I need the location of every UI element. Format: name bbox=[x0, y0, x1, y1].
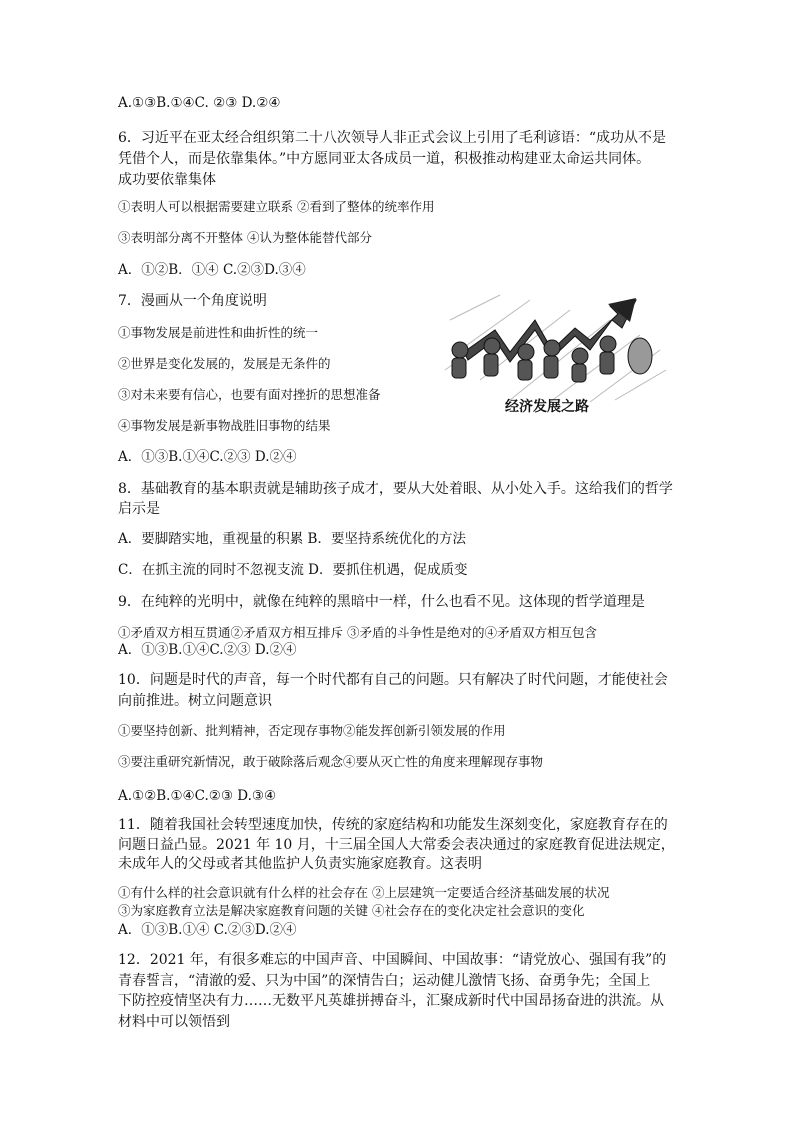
q5-options: A.①③B.①④C. ②③ D.②④ bbox=[118, 95, 281, 111]
q12-stem-line2: 青春誓言，“清澈的爱、只为中国”的深情告白；运动健儿激情飞扬、奋勇争先；全国上 bbox=[118, 973, 651, 989]
q7-choice-3: ③对未来要有信心，也要有面对挫折的思想准备 bbox=[118, 387, 381, 402]
q11-choices-2: ③为家庭教育立法是解决家庭教育问题的关键 ④社会存在的变化决定社会意识的变化 bbox=[118, 903, 585, 918]
q10-choices-2: ③要注重研究新情况，敢于破除落后观念④要从灭亡性的角度来理解现存事物 bbox=[118, 754, 544, 769]
q7-choice-1: ①事物发展是前进性和曲折性的统一 bbox=[118, 325, 319, 340]
q8-stem-line2: 启示是 bbox=[118, 501, 160, 517]
q7-stem: 7．漫画从一个角度说明 bbox=[118, 293, 267, 309]
q11-stem-line1: 11．随着我国社会转型速度加快，传统的家庭结构和功能发生深刻变化，家庭教育存在的 bbox=[118, 817, 668, 833]
q11-choices-1: ①有什么样的社会意识就有什么样的社会存在 ②上层建筑一定要适合经济基础发展的状况 bbox=[118, 885, 610, 900]
q7-choice-4: ④事物发展是新事物战胜旧事物的结果 bbox=[118, 418, 331, 433]
q7-choice-2: ②世界是变化发展的，发展是无条件的 bbox=[118, 356, 331, 371]
q12-stem-line3: 下防控疫情坚决有力……无数平凡英雄拼搏奋斗，汇聚成新时代中国昂扬奋进的洪流。从 bbox=[118, 993, 664, 1009]
economic-development-cartoon bbox=[440, 290, 668, 422]
q7-options: A．①③B.①④C.②③ D.②④ bbox=[118, 449, 297, 465]
q8-options-1: A．要脚踏实地，重视量的积累 B．要坚持系统优化的方法 bbox=[118, 531, 466, 547]
q12-stem-line4: 材料中可以领悟到 bbox=[118, 1014, 230, 1030]
q11-stem-line3: 未成年人的父母或者其他监护人负责实施家庭教育。这表明 bbox=[118, 856, 482, 872]
q9-choices: ①矛盾双方相互贯通②矛盾双方相互排斥 ③矛盾的斗争性是绝对的④矛盾双方相互包含 bbox=[118, 625, 597, 640]
q6-options: A．①②B．①④ C.②③D.③④ bbox=[118, 262, 306, 278]
q9-options: A．①③B.①④C.②③ D.②④ bbox=[118, 642, 297, 658]
q8-stem-line1: 8．基础教育的基本职责就是辅助孩子成才，要从大处着眼、从小处入手。这给我们的哲学 bbox=[118, 481, 673, 497]
q9-stem: 9．在纯粹的光明中，就像在纯粹的黑暗中一样，什么也看不见。这体现的哲学道理是 bbox=[118, 594, 645, 610]
q8-options-2: C．在抓主流的同时不忽视支流 D．要抓住机遇，促成质变 bbox=[118, 562, 468, 578]
q6-stem-line2: 凭借个人，而是依靠集体。”中方愿同亚太各成员一道，积极推动构建亚太命运共同体。 bbox=[118, 151, 651, 167]
q6-stem-line3: 成功要依靠集体 bbox=[118, 172, 216, 188]
q10-stem-line2: 向前推进。树立问题意识 bbox=[118, 693, 272, 709]
q6-stem-line1: 6．习近平在亚太经合组织第二十八次领导人非正式会议上引用了毛利谚语：“成功从不是 bbox=[118, 130, 667, 146]
q6-choices-1: ①表明人可以根据需要建立联系 ②看到了整体的统率作用 bbox=[118, 199, 435, 214]
q10-options: A.①②B.①④C.②③ D.③④ bbox=[118, 788, 277, 804]
q11-stem-line2: 问题日益凸显。2021 年 10 月，十三届全国人大常委会表决通过的家庭教育促进法规定， bbox=[118, 837, 675, 853]
q10-choices-1: ①要坚持创新、批判精神，否定现存事物②能发挥创新引领发展的作用 bbox=[118, 723, 506, 738]
cartoon-caption: 经济发展之路 bbox=[505, 399, 589, 415]
q11-options: A．①③B.①④ C.②③D.②④ bbox=[118, 922, 297, 938]
q12-stem-line1: 12．2021 年，有很多难忘的中国声音、中国瞬间、中国故事：“请党放心、强国有我”的 bbox=[118, 952, 667, 968]
q6-choices-2: ③表明部分离不开整体 ④认为整体能替代部分 bbox=[118, 230, 372, 245]
q10-stem-line1: 10．问题是时代的声音，每一个时代都有自己的问题。只有解决了时代问题，才能使社会 bbox=[118, 672, 668, 688]
